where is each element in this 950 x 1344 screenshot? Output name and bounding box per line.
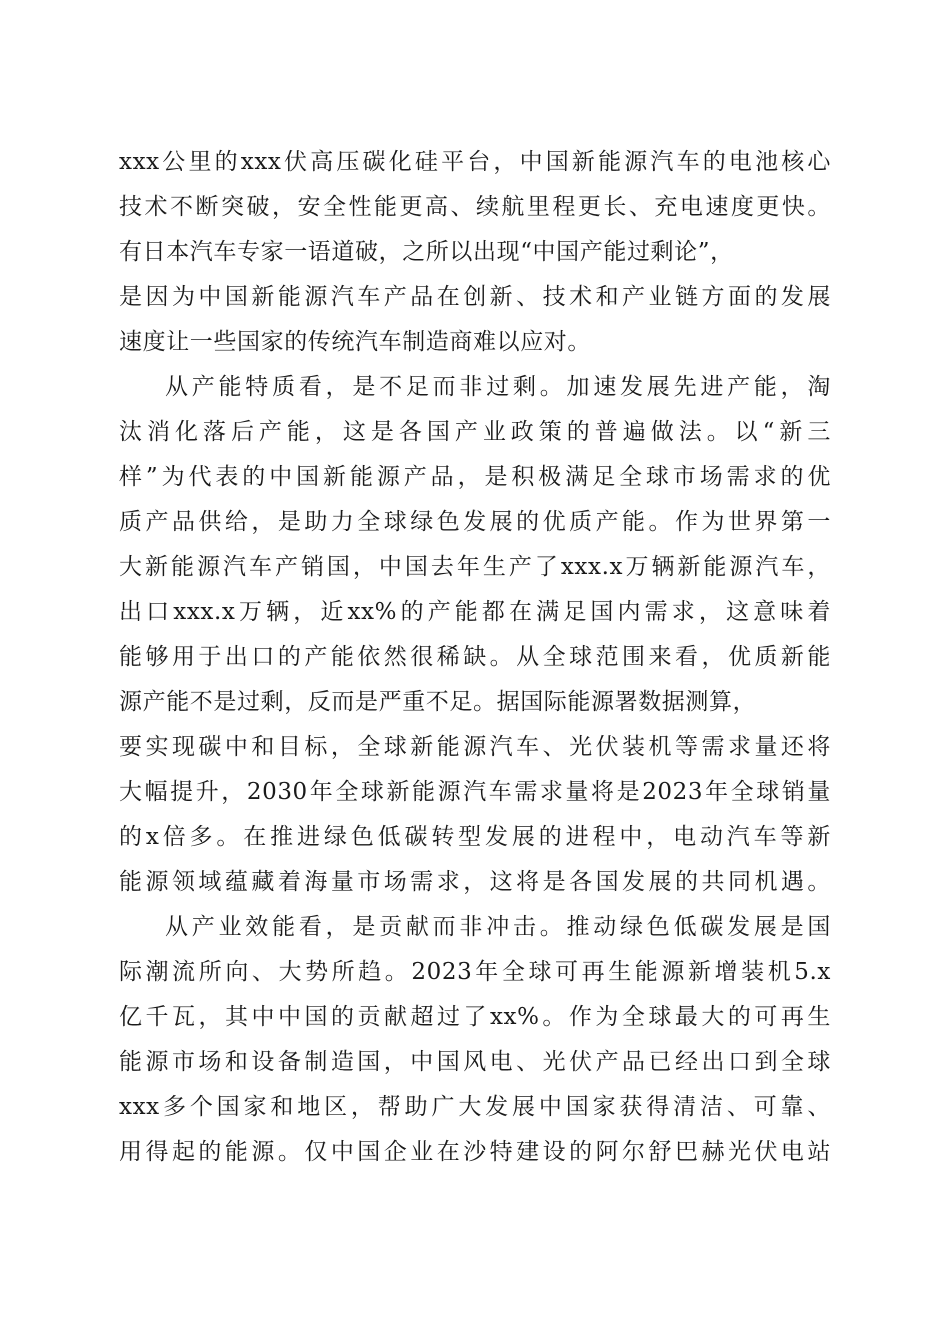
paragraph-2-line-12: 能源领域蕴藏着海量市场需求，这将是各国发展的共同机遇。 bbox=[119, 869, 831, 895]
paragraph-2-line-4: 质产品供给，是助力全球绿色发展的优质产能。作为世界第一 bbox=[119, 509, 831, 535]
paragraph-2-line-10: 大幅提升，2030年全球新能源汽车需求量将是2023年全球销量 bbox=[119, 779, 831, 805]
paragraph-3-line-1: 从产业效能看，是贡献而非冲击。推动绿色低碳发展是国 bbox=[165, 914, 831, 940]
paragraph-2-line-3: 样”为代表的中国新能源产品，是积极满足全球市场需求的优 bbox=[119, 464, 831, 490]
paragraph-2-line-2: 汰消化落后产能，这是各国产业政策的普遍做法。以“新三 bbox=[119, 419, 831, 445]
paragraph-1-line-1: xxx公里的xxx伏高压碳化硅平台，中国新能源汽车的电池核心 bbox=[119, 149, 831, 175]
paragraph-2-line-6: 出口xxx.x万辆，近xx%的产能都在满足国内需求，这意味着 bbox=[119, 599, 831, 625]
paragraph-1-line-2: 技术不断突破，安全性能更高、续航里程更长、充电速度更快。 bbox=[119, 194, 831, 220]
paragraph-2-line-9: 要实现碳中和目标，全球新能源汽车、光伏装机等需求量还将 bbox=[119, 734, 831, 760]
document-body bbox=[119, 140, 831, 1175]
paragraph-2-line-7: 能够用于出口的产能依然很稀缺。从全球范围来看，优质新能 bbox=[119, 644, 831, 670]
paragraph-1-line-5: 速度让一些国家的传统汽车制造商难以应对。 bbox=[119, 329, 591, 355]
paragraph-2-line-11: 的x倍多。在推进绿色低碳转型发展的进程中，电动汽车等新 bbox=[119, 824, 831, 850]
paragraph-3-line-3: 亿千瓦，其中中国的贡献超过了xx%。作为全球最大的可再生 bbox=[119, 1004, 831, 1030]
paragraph-3-line-5: xxx多个国家和地区，帮助广大发展中国家获得清洁、可靠、 bbox=[119, 1094, 831, 1120]
paragraph-3-line-6: 用得起的能源。仅中国企业在沙特建设的阿尔舒巴赫光伏电站 bbox=[119, 1139, 831, 1165]
paragraph-1-line-4: 是因为中国新能源汽车产品在创新、技术和产业链方面的发展 bbox=[119, 284, 831, 310]
paragraph-1-line-3: 有日本汽车专家一语道破，之所以出现“中国产能过剩论”， bbox=[119, 239, 734, 265]
paragraph-3-line-4: 能源市场和设备制造国，中国风电、光伏产品已经出口到全球 bbox=[119, 1049, 831, 1075]
paragraph-2-line-1: 从产能特质看，是不足而非过剩。加速发展先进产能，淘 bbox=[165, 374, 831, 400]
paragraph-2-line-8: 源产能不是过剩，反而是严重不足。据国际能源署数据测算， bbox=[119, 689, 757, 715]
paragraph-2-line-5: 大新能源汽车产销国，中国去年生产了xxx.x万辆新能源汽车， bbox=[119, 554, 831, 580]
paragraph-3-line-2: 际潮流所向、大势所趋。2023年全球可再生能源新增装机5.x bbox=[119, 959, 831, 985]
